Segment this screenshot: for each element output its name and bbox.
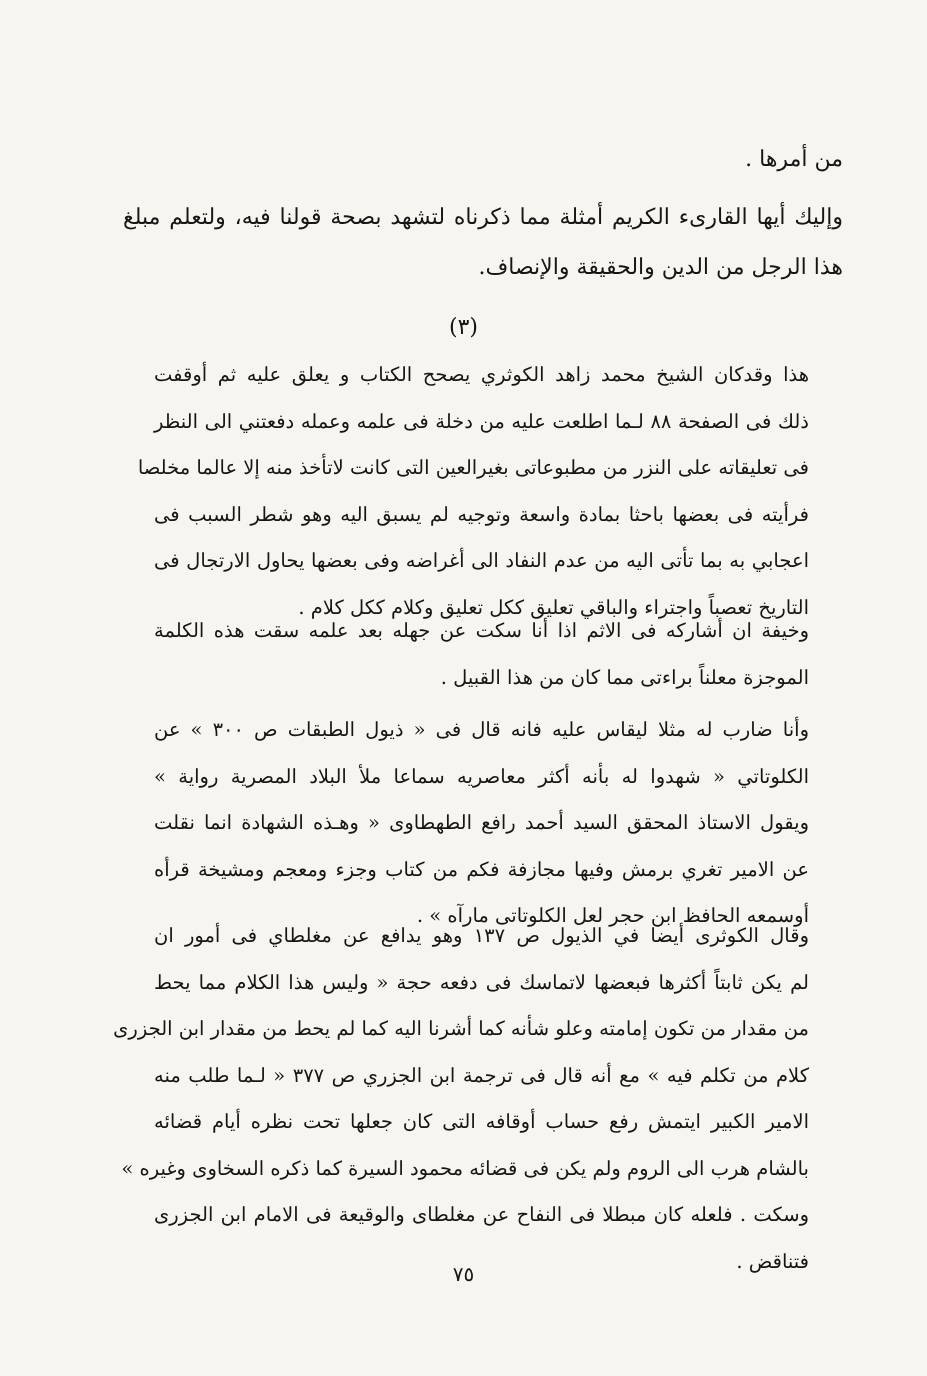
paragraph-1: [137, 352, 809, 631]
p2-line-2: الموجزة معلناً براءتى مما كان من هذا القبيل .: [440, 665, 809, 689]
p3-line-4: عن الامير تغري برمش وفيها مجازفة فكم من كتاب وجزء ومعجم ومشيخة قرأه: [154, 857, 809, 881]
p3-line-1: وأنا ضارب له مثلا ليقاس عليه فانه قال فى « ذيول الطبقات ص ٣٠٠ » عن: [154, 718, 809, 741]
p1-line-5: اعجابي به بما تأتى اليه من عدم النفاد الى أغراضه وفى بعضها يحاول الارتجال فى: [154, 549, 809, 572]
p3-line-2: الكلوتاتي « شهدوا له بأنه أكثر معاصريه سماعا ملأ البلاد المصرية رواية »: [154, 764, 809, 788]
p4-line-8: فتناقض .: [736, 1249, 809, 1273]
paragraph-3: [154, 707, 809, 940]
p1-line-6: التاريخ تعصباً واجتراء والباقي تعليق ككل تعليق وكلام ككل كلام .: [298, 595, 809, 619]
p1-line-3: فى تعليقاته على النزر من مطبوعاتى بغيرالعين التى كانت لاتأخذ منه إلا عالما مخلصا: [137, 456, 809, 479]
p1-line-2: ذلك فى الصفحة ٨٨ لـما اطلعت عليه من دخلة فى علمه وعمله دفعتني الى النظر: [154, 409, 809, 433]
p3-line-5: أوسمعه الحافظ ابن حجر لعل الكلوتاتى مارآه » .: [416, 904, 809, 927]
p4-line-2: لم يكن ثابتاً أكثرها فبعضها لاتماسك فى دفعه حجة « وليس هذا الكلام مما يحط: [154, 970, 809, 994]
intro-paragraph: [123, 193, 843, 293]
intro-line-1: وإليك أيها القارىء الكريم أمثلة مما ذكرناه لتشهد بصحة قولنا فيه، ولتعلم مبلغ: [123, 205, 843, 230]
p4-line-3: من مقدار من تكون إمامته وعلو شأنه كما أشرنا اليه كما لم يحط من مقدار ابن الجزرى: [113, 1017, 809, 1040]
intro-end: [123, 135, 843, 185]
p1-line-1: هذا وقدكان الشيخ محمد زاهد الكوثري يصحح الكتاب و يعلق عليه ثم أوقفت: [154, 363, 809, 386]
p3-line-3: ويقول الاستاذ المحقق السيد أحمد رافع الطهطاوى « وهـذه الشهادة انما نقلت: [154, 811, 809, 834]
paragraph-2: [154, 608, 809, 701]
intro-end-line: من أمرها .: [745, 147, 843, 172]
p4-line-4: كلام من تكلم فيه » مع أنه قال فى ترجمة ابن الجزري ص ٣٧٧ « لـما طلب منه: [154, 1063, 809, 1087]
p4-line-1: وقال الكوثرى أيضا في الذيول ص ١٣٧ وهو يدافع عن مغلطاي فى أمور ان: [154, 924, 809, 947]
p1-line-4: فرأيته فى بعضها باحثا بمادة واسعة وتوجيه لم يسبق اليه وهو شطر السبب فى: [154, 502, 809, 526]
p4-line-7: وسكت . فلعله كان مبطلا فى النفاح عن مغلطاى والوقيعة فى الامام ابن الجزرى: [154, 1203, 809, 1226]
section-number: (٣): [448, 315, 478, 340]
p4-line-5: الامير الكبير ايتمش رفع حساب أوقافه التى كان جعلها تحت نظره أيام قضائه: [154, 1110, 809, 1133]
page-number: ٧٥: [452, 1262, 475, 1286]
paragraph-4: [113, 913, 809, 1285]
p2-line-1: وخيفة ان أشاركه فى الاثم اذا أنا سكت عن جهله بعد علمه سقت هذه الكلمة: [154, 619, 809, 642]
intro-line-2: هذا الرجل من الدين والحقيقة والإنصاف.: [478, 255, 843, 280]
p4-line-6: بالشام هرب الى الروم ولم يكن فى قضائه محمود السيرة كما ذكره السخاوى وغيره »: [121, 1156, 809, 1180]
